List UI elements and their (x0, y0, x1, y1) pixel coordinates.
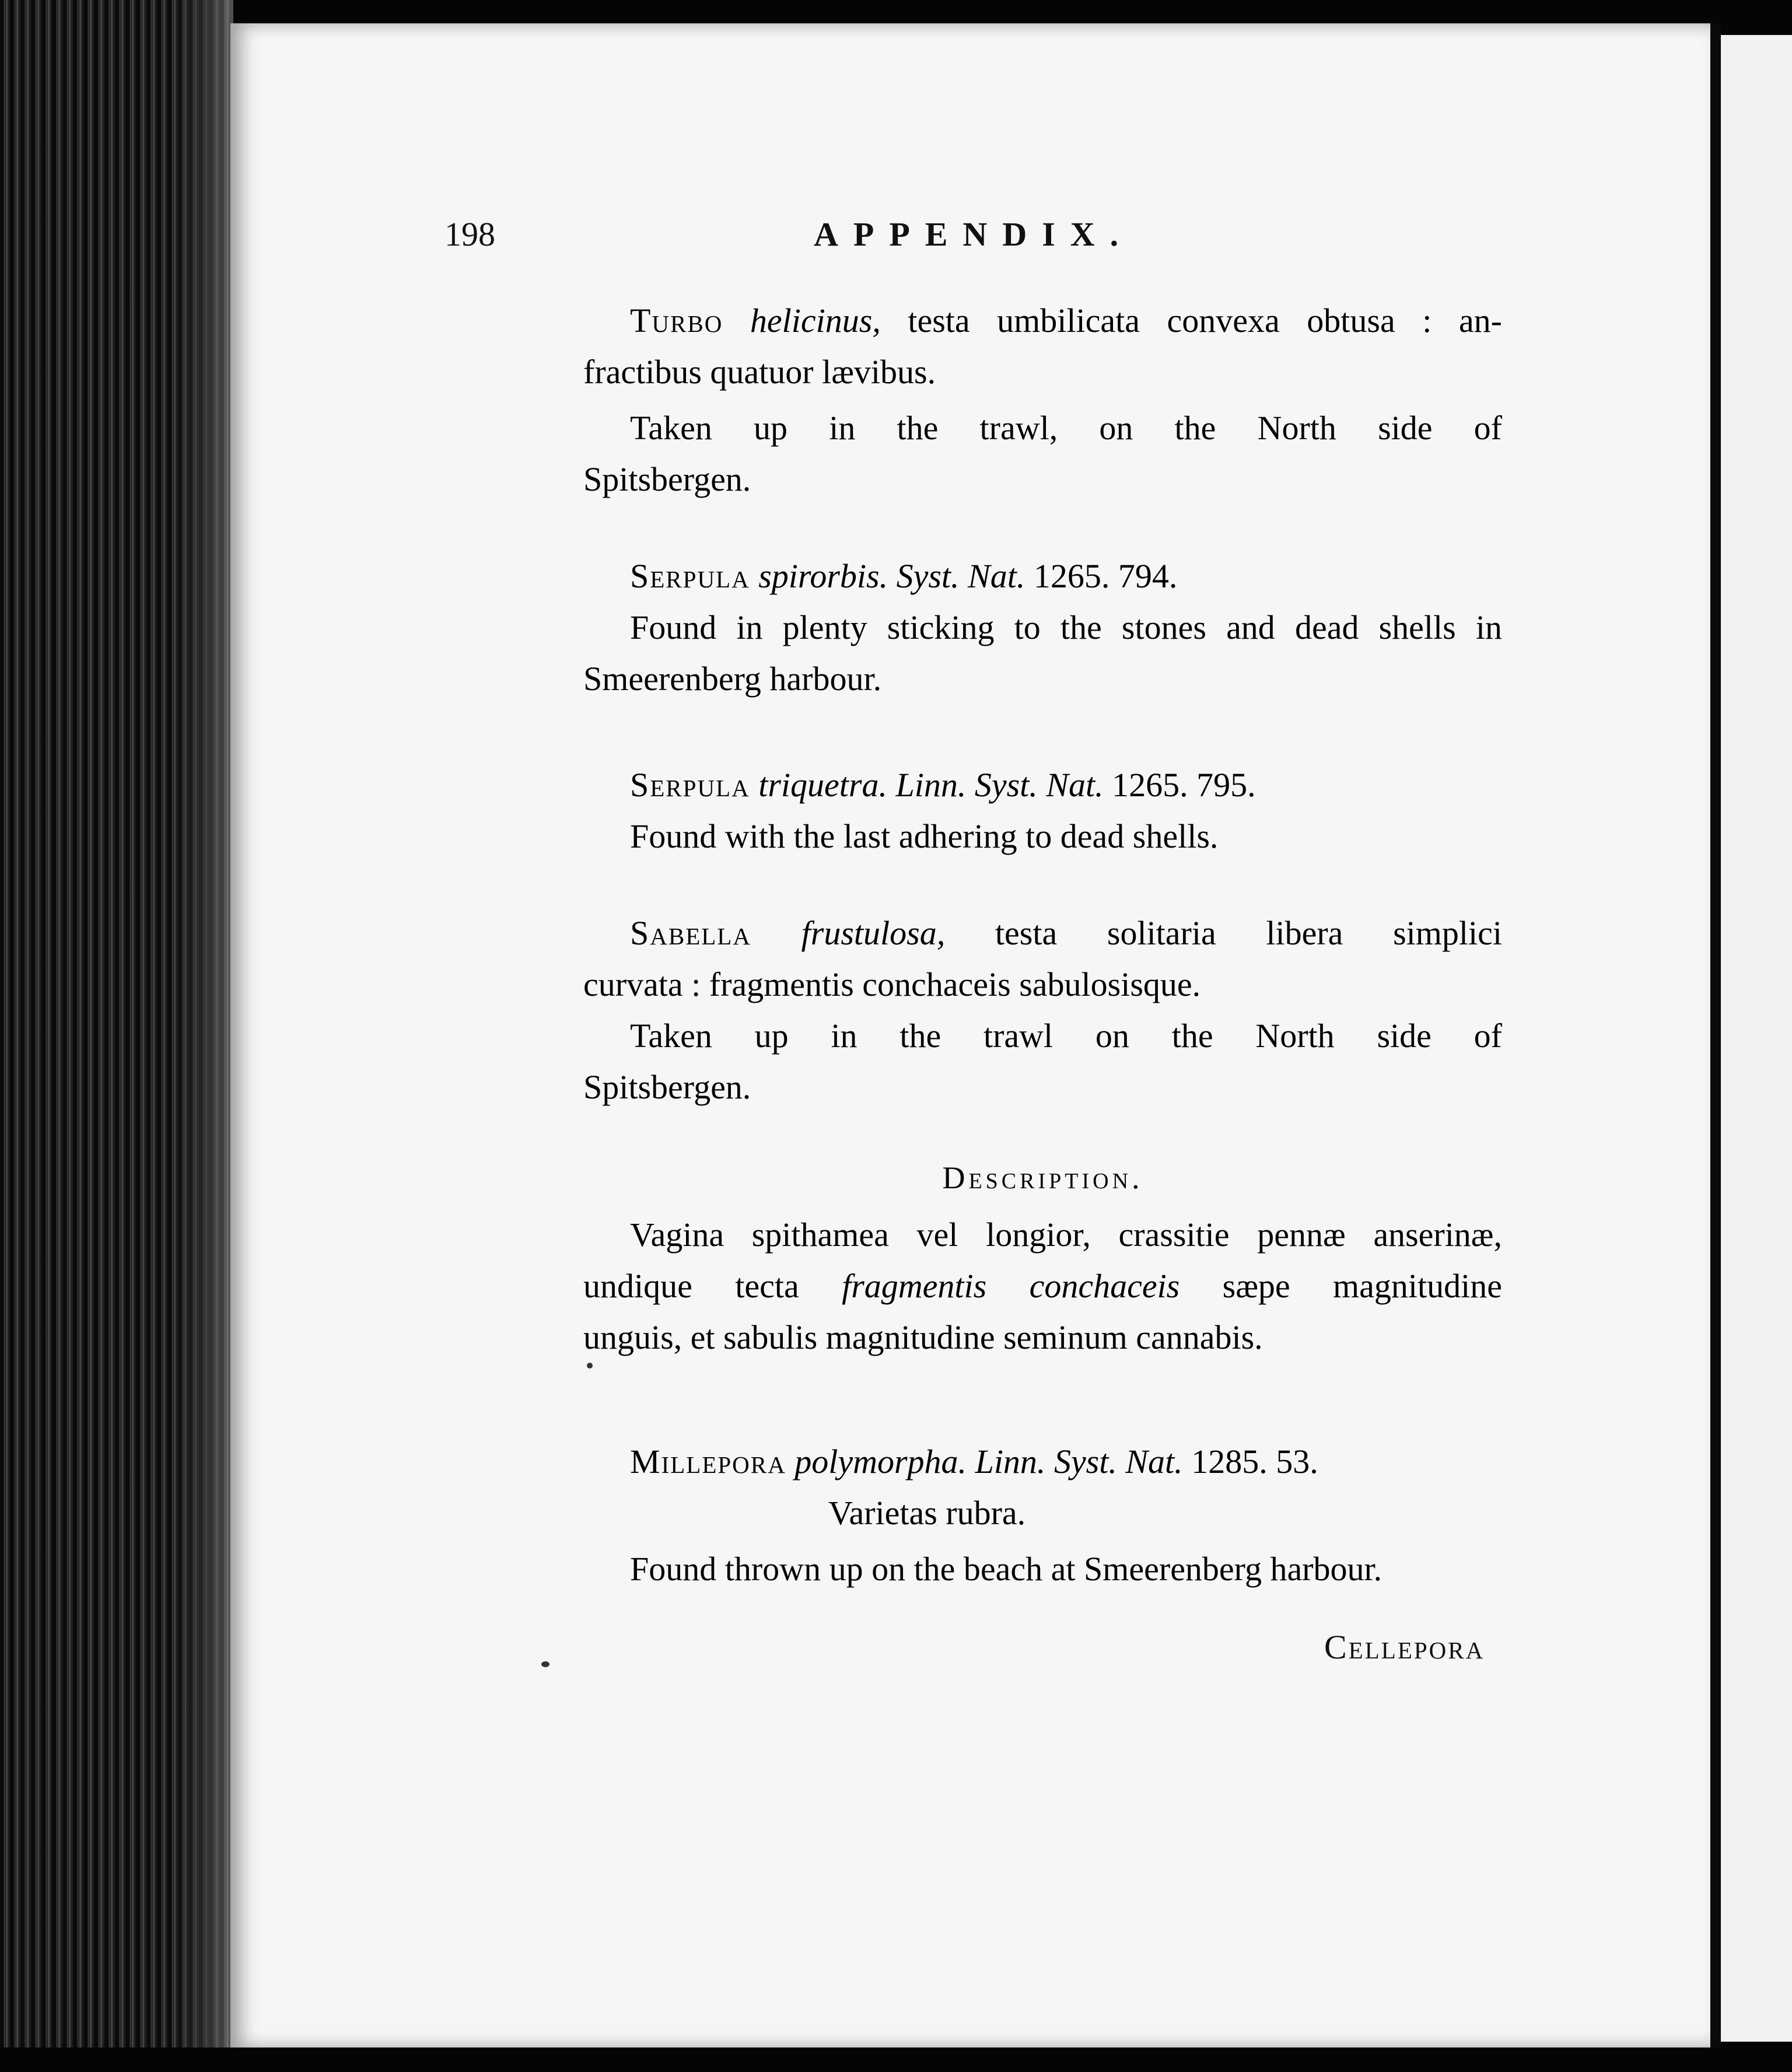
description-section (583, 1152, 1502, 1363)
description-italic: fragmentis conchaceis (842, 1267, 1180, 1305)
description-line: Vagina spithamea vel longior, crassitie pennæ anserinæ, (630, 1216, 1502, 1254)
entry-heading-line (583, 1436, 1502, 1488)
entry-note-line: Spitsbergen. (583, 460, 751, 498)
species-name: frustulosa, (801, 914, 946, 952)
reference-number: 1265. 794. (1033, 557, 1178, 595)
reference-abbrev: Linn. (895, 766, 967, 804)
entry-text-line: curvata : fragmentis conchaceis sabulosisque. (583, 965, 1201, 1003)
facing-page-edge (1721, 35, 1792, 2042)
running-title: APPENDIX. (814, 215, 1134, 253)
page-number: 198 (444, 215, 495, 253)
description-heading: Description. (942, 1160, 1143, 1195)
entry-text-line: fractibus quatuor lævibus. (583, 353, 936, 391)
entry-note-line: Found in plenty sticking to the stones and dead shells in (630, 608, 1502, 646)
species-name: helicinus, (750, 302, 881, 340)
entry-text: testa umbilicata convexa obtusa : an- (908, 302, 1502, 340)
entry-heading-line (583, 908, 1502, 959)
reference-abbrev: Linn. (975, 1443, 1046, 1480)
reference-abbrev: Nat. (1125, 1443, 1183, 1480)
genus-name: Sabella (630, 914, 751, 952)
reference-abbrev: Syst. (896, 557, 960, 595)
description-text: undique tecta (583, 1267, 799, 1305)
entry-serpula-spirorbis (583, 551, 1502, 705)
genus-name: Millepora (630, 1443, 786, 1480)
entry-heading-line (583, 551, 1502, 602)
entry-heading-line (583, 295, 1502, 346)
variety-line: Varietas rubra. (828, 1494, 1026, 1532)
book-page-edges (0, 0, 233, 2072)
entry-note-line: Found thrown up on the beach at Smeerenberg harbour. (630, 1550, 1382, 1588)
species-name: spirorbis. (758, 557, 888, 595)
reference-abbrev: Nat. (968, 557, 1026, 595)
entry-turbo (583, 295, 1502, 505)
genus-name: Serpula (630, 766, 750, 804)
reference-number: 1265. 795. (1112, 766, 1256, 804)
description-text: sæpe magnitudine (1222, 1267, 1502, 1305)
reference-abbrev: Nat. (1046, 766, 1104, 804)
reference-number: 1285. 53. (1191, 1443, 1318, 1480)
scan-border-bottom (0, 2048, 1792, 2072)
catchword: Cellepora (1324, 1628, 1485, 1666)
entry-sabella (583, 908, 1502, 1113)
entry-heading-line (583, 760, 1502, 811)
species-name: polymorpha. (794, 1443, 967, 1480)
entry-serpula-triquetra (583, 760, 1502, 862)
description-line: unguis, et sabulis magnitudine seminum cannabis. (583, 1318, 1263, 1356)
reference-abbrev: Syst. (1054, 1443, 1117, 1480)
page-gutter (1710, 23, 1721, 2065)
description-line (583, 1261, 1502, 1312)
entry-note-line: Found with the last adhering to dead shells. (630, 817, 1219, 855)
genus-name: Serpula (630, 557, 750, 595)
entry-note-line: Smeerenberg harbour. (583, 660, 882, 698)
scan-speck (587, 1363, 593, 1368)
scan-speck (541, 1661, 550, 1667)
entry-text: testa solitaria libera simplici (995, 914, 1502, 952)
entry-note-line: Spitsbergen. (583, 1068, 751, 1106)
entry-note-line: Taken up in the trawl, on the North side of (630, 409, 1502, 447)
entry-millepora (583, 1436, 1502, 1595)
scan-border-top (0, 0, 1792, 23)
species-name: triquetra. (758, 766, 887, 804)
entry-note-line: Taken up in the trawl on the North side of (630, 1017, 1502, 1055)
genus-name: Turbo (630, 302, 723, 340)
reference-abbrev: Syst. (974, 766, 1038, 804)
